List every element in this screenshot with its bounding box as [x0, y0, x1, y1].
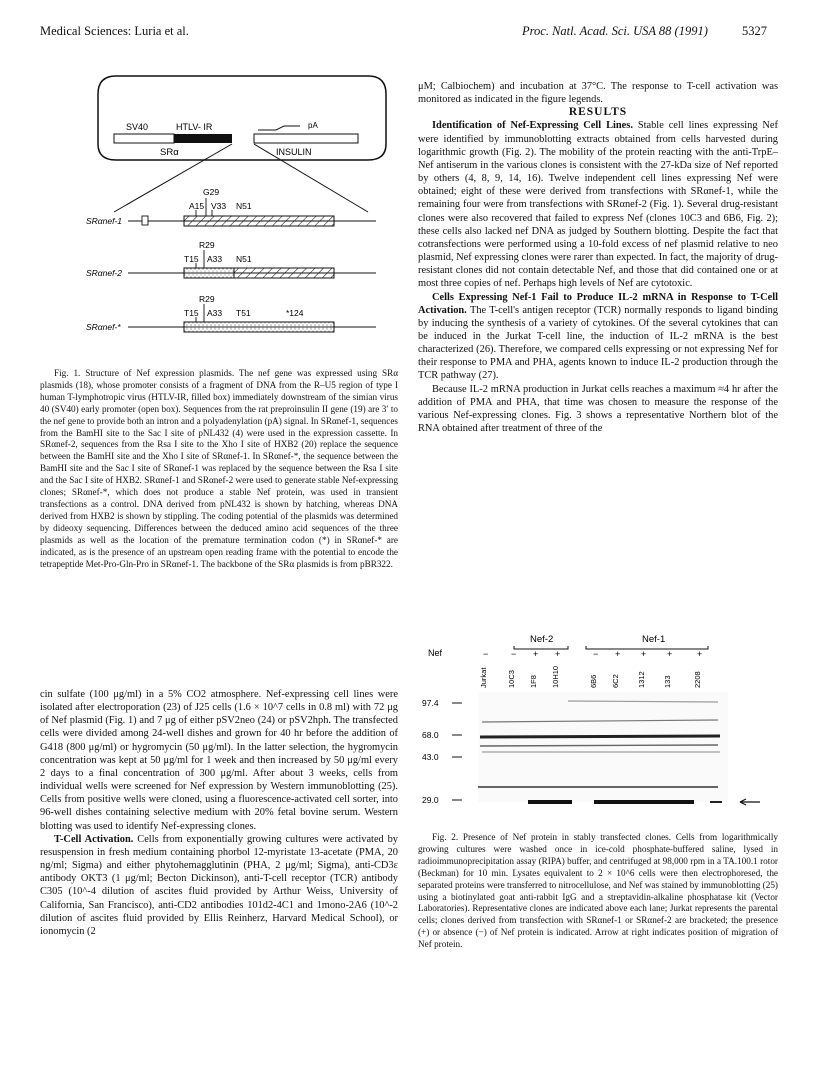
lane-label: 6C2	[611, 674, 620, 688]
nef-status-sign: +	[641, 649, 647, 659]
site-g29: G29	[203, 187, 220, 197]
figure-2-caption-text: Presence of Nef protein in stably transfected clones. Cells from logarithmically growing cultures were washed once in ice-cold phosphate-buffered saline, lysed in radioimmunoprecipitation assay (RIPA) buffer, and centrifuged at 98,000 rpm in a TA.100.1 rotor (Beckman) for 10 min. Lysates equivalent to 2 × 10^6 cells were then electrophoresed, the separated proteins were transferred to nitrocellulose, and Nef was stained by immunoblotting (25) using a biotinylated goat anti-rabbit IgG and a streptavidin-alkaline phosphatase kit (Vector Laboratories). Representative clones are indicated above each lane; Jurkat represents the parental cells; clones derived from transfection with SRαnef-1 or SRαnef-2 are bracketed; the presence (+) or absence (−) of Nef protein is indicated. Arrow at right indicates position of migration of Nef protein.	[418, 832, 778, 950]
nef-band-10h10-1f8	[528, 800, 572, 804]
site-v33: V33	[211, 201, 227, 211]
band-66	[480, 736, 720, 737]
figure-1-caption-label: Fig. 1.	[54, 368, 81, 378]
lane-label: 10H10	[551, 665, 560, 688]
lane-label: 6B6	[589, 674, 598, 688]
tcell-activation-heading: T-Cell Activation.	[54, 833, 134, 845]
sv40-label: SV40	[126, 122, 149, 132]
site-a33: A33	[207, 254, 223, 264]
site-a33-star: A33	[207, 308, 223, 318]
nef-band-2208	[710, 801, 722, 803]
lane-label: 2208	[693, 671, 702, 688]
nef-position-arrow	[740, 799, 760, 805]
methods-paragraph-end: μM; Calbiochem) and incubation at 37°C. The response to T-cell activation was monitored as indicated in the figure legends.	[418, 81, 778, 106]
band-50	[480, 745, 718, 746]
nef-status-sign: −	[483, 649, 489, 659]
marker-label: 68.0	[422, 730, 439, 740]
nef2-hatched-region	[234, 268, 334, 278]
nef-status-sign: +	[615, 649, 621, 659]
construct-label-nefstar: SRαnef-*	[86, 322, 121, 332]
results-heading: RESULTS	[568, 106, 628, 119]
identification-heading: Identification of Nef-Expressing Cell Lines.	[432, 120, 633, 132]
page-number: 5327	[742, 24, 767, 38]
running-header-journal: Proc. Natl. Acad. Sci. USA 88 (1991)	[522, 24, 708, 38]
htlv-label: HTLV- IR	[176, 122, 213, 132]
lane-label: 10C3	[507, 670, 516, 688]
methods-paragraph-continued: cin sulfate (100 μg/ml) in a 5% CO2 atmosphere. Nef-expressing cell lines were isolated after electroporation (23) of J25 cells (1.6 × 10^7 cells in 0.8 ml) with 72 μg of Nef plasmid (Fig. 1) and 7 μg of either pSV2neo (24) or pSV2hph. The transfected cells were divided among 24-well dishes and grown for 40 hr before the addition of G418 (800 μg/ml) or hygromycin (50 μg/ml). In the latter selection, the hygromycin concentration was kept at 50 μg/ml for 1 week and then increased by 50 μg/ml every 2 days to a final concentration of 300 μg/ml. After about 3 weeks, cells from individual wells were screened for Nef expression by Western immunoblotting (25). Cells from positive wells were cloned, using a fluorescence-activated cell sorter, into 96-well dishes containing selective medium with 20% fetal bovine serum. Western blotting was used to identify Nef-expressing clones.	[40, 689, 398, 832]
site-a15: A15	[189, 201, 205, 211]
nef-status-sign: −	[511, 649, 517, 659]
il2-section-body: The T-cell's antigen receptor (TCR) normally responds to ligand binding by inducing the synthesis of a variety of cytokines. Of the several cytokines that can be induced in the Jurkat T-cell line, the induction of IL-2 mRNA is the best characterized (26). Therefore, we compared cells expressing or not expressing Nef for their response to PMA and PHA, agents known to induce IL-2 production through the TCR pathway (27).	[418, 304, 778, 382]
figure-1-plasmid-diagram	[86, 64, 398, 342]
site-n51-2: N51	[236, 254, 252, 264]
lane-labels	[479, 666, 702, 688]
tcell-activation-body: Cells from exponentially growing cultures were activated by resuspension in fresh medium containing phorbol 12-myristate 13-acetate (PMA, 20 ng/ml; Sigma) and either phytohemagglutinin (PHA, 2 μg/ml; Sigma), anti-CD3ε antibody OKT3 (1 μg/ml; Becton Dickinson), anti-T-cell receptor (TCR) antibody C305 (10^-4 dilution of ascites fluid provided by Arthur Weiss, University of California, San Francisco), anti-CD2 antibodies 101d2-4C1 and 1mono-2A6 (10^-2 dilution of ascites fluid provided by Ellis Reinherz, Harvard Medical School), or ionomycin (2	[40, 833, 398, 937]
construct-label-nef2: SRαnef-2	[86, 268, 123, 278]
construct-label-nef1: SRαnef-1	[86, 216, 123, 226]
nef-status-sign: +	[533, 649, 539, 659]
marker-label: 43.0	[422, 752, 439, 762]
nef-status-sign: +	[667, 649, 673, 659]
lane-label: 133	[663, 675, 672, 688]
site-r29: R29	[199, 240, 215, 250]
site-t51-star: T51	[236, 308, 251, 318]
identification-body: Stable cell lines expressing Nef were identified by immunoblotting extracts obtained from cells harvested during logarithmic growth (Fig. 2). The mobility of the protein reacting with the anti-TrpE–Nef antiserum in the various clones is consistent with the 27-kDa size of Nef reported by others (4, 8, 9, 14, 16). Twelve independent cell lines expressing Nef were obtained; eight of these were derived from transfections with SRαnef-1, while the remaining four were from transfections with SRαnef-2 (Fig. 1). Several drug-resistant clones were also recovered that failed to express Nef (clones 10C3 and 6B6, Fig. 2); these cells also lacked nef DNA as judged by Southern blotting. Despite the fact that cotransfections were performed using a 10-fold excess of nef plasmid relative to neo plasmid, Nef expressing clones were rarer than expected. In fact, the majority of drug-resistant clones did not contain detectable Nef, and those that did contained one or at most three copies of nef. Perhaps high levels of Nef are cytotoxic.	[418, 120, 779, 290]
marker-label: 97.4	[422, 698, 439, 708]
lane-label: 1F8	[529, 675, 538, 688]
insulin-box	[254, 134, 358, 143]
nefstar-stippled-region	[184, 322, 334, 332]
left-column-text	[40, 688, 398, 938]
sra-label: SRα	[160, 147, 179, 158]
nef-status-row	[483, 649, 702, 659]
nef-row-label: Nef	[428, 648, 443, 658]
lane-label: 1312	[637, 671, 646, 688]
site-t15: T15	[184, 254, 199, 264]
right-column-text	[418, 80, 778, 435]
nef1-coding-region	[184, 216, 334, 226]
nef-status-sign: −	[593, 649, 599, 659]
figure-2-caption	[418, 832, 778, 951]
running-header-left: Medical Sciences: Luria et al.	[40, 24, 189, 38]
nef-status-sign: +	[555, 649, 561, 659]
plasmid-backbone	[98, 76, 386, 160]
group-label-nef2: Nef-2	[530, 634, 554, 645]
htlv-promoter-box	[174, 134, 232, 143]
figure-1-caption-text: Structure of Nef expression plasmids. The nef gene was expressed using SRα plasmids (18), whose promoter consists of a fragment of DNA from the R–U5 region of type I human T-lymphotropic virus (HTLV-IR, filled box) immediately downstream of the simian virus 40 (SV40) early promoter (open box). Sequences from the rat preproinsulin II gene (19) are 3′ to the nef gene to provide both an intron and a polyadenylation (pA) signal. In SRαnef-1, sequences from the BamHI site to the Sac I site of pNL432 (4) were used in the expression cassette. In SRαnef-2, sequences from the Rsa I site to the Xho I site of HXB2 (20) replace the sequence between the BamHI site and the Xho I site of SRαnef-1. In SRαnef-*, the sequence between the BamHI site and the Sac I site of SRαnef-1 was replaced by the sequence between the Rsa I site and the Sac I site of HXB2. SRαnef-1 and SRαnef-2 were used to generate stable Nef-expressing clones; SRαnef-*, which does not produce a stable Nef protein, was used in transient transfections as a control. DNA derived from pNL432 is shown by hatching, whereas DNA derived from HXB2 is shown by stippling. The coding potential of the plasmids was determined by dideoxy sequencing. Differences between the deduced amino acid sequences of the three plasmids as well as the location of the premature termination codon (*) in SRαnef-* are indicated, as is the presence of an upstream open reading frame with the potential to encode the tetrapeptide Met-Pro-Gln-Pro in SRαnef-1. The backbone of the SRα plasmids is from pBR322.	[40, 368, 399, 569]
nef-band-nef1	[594, 800, 694, 804]
il2-section-heading: Cells Expressing Nef-1 Fail to Produce IL-2 mRNA in Response to T-Cell Activation.	[418, 291, 778, 316]
lane-label: Jurkat	[479, 667, 488, 688]
marker-label: 29.0	[422, 795, 439, 805]
molecular-weight-markers	[422, 698, 462, 805]
sv40-promoter-box	[114, 134, 174, 143]
blot-background	[478, 692, 728, 802]
figure-1-caption	[40, 368, 398, 570]
site-n51: N51	[236, 201, 252, 211]
nef2-stippled-region	[184, 268, 234, 278]
site-r29-star: R29	[199, 294, 215, 304]
figure-2-caption-label: Fig. 2.	[432, 832, 459, 842]
group-label-nef1: Nef-1	[642, 634, 666, 645]
insulin-label: INSULIN	[276, 147, 312, 157]
figure-2-immunoblot	[418, 632, 778, 822]
il2-paragraph-2: Because IL-2 mRNA production in Jurkat cells reaches a maximum ≈4 hr after the addition of PMA and PHA, that time was chosen to measure the response of the various Nef-expressing clones. Fig. 3 shows a representative Northern blot of the RNA obtained after treatment of three of the	[418, 383, 778, 435]
site-stop-124: *124	[286, 308, 304, 318]
pa-label: pA	[308, 121, 318, 130]
site-t15-star: T15	[184, 308, 199, 318]
nef-status-sign: +	[697, 649, 703, 659]
